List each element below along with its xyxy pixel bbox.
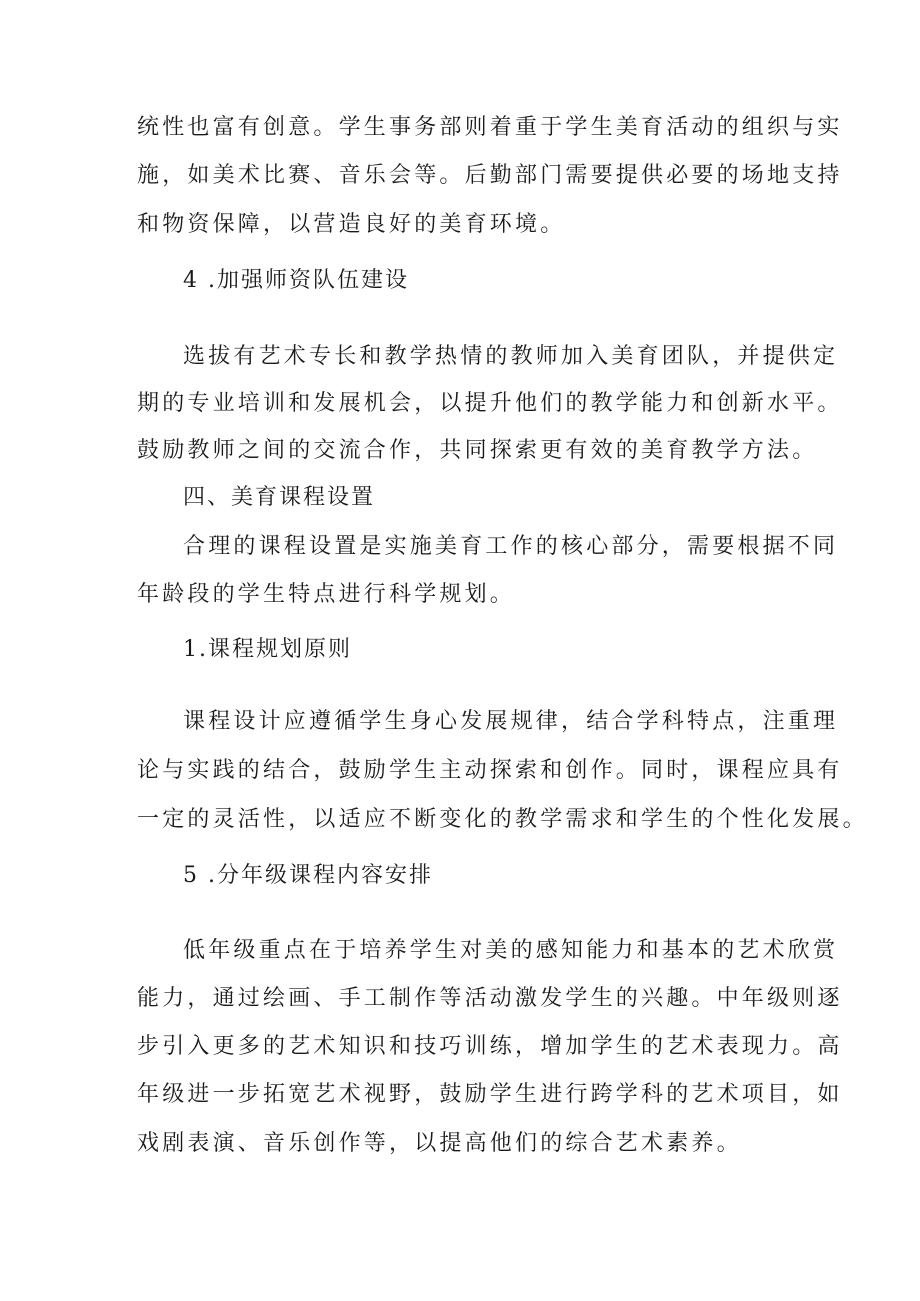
chapter-heading: 四、美育课程设置	[183, 485, 376, 510]
paragraph-line: 戏剧表演、音乐创作等，以提高他们的综合艺术素养。	[137, 1131, 742, 1156]
paragraph-line: 鼓励教师之间的交流合作，共同探索更有效的美育教学方法。	[137, 438, 818, 463]
paragraph-line: 选拔有艺术专长和教学热情的教师加入美育团队，并提供定	[183, 344, 839, 369]
paragraph-line: 年龄段的学生特点进行科学规划。	[137, 582, 516, 607]
paragraph-line: 低年级重点在于培养学生对美的感知能力和基本的艺术欣赏	[183, 938, 839, 963]
paragraph-line: 能力，通过绘画、手工制作等活动激发学生的兴趣。中年级则逐	[137, 986, 843, 1011]
paragraph-line: 期的专业培训和发展机会，以提升他们的教学能力和创新水平。	[137, 391, 843, 416]
section-heading: 4 .加强师资队伍建设	[183, 268, 409, 293]
section-heading: 1.课程规划原则	[183, 637, 352, 662]
paragraph-line: 和物资保障，以营造良好的美育环境。	[137, 212, 566, 237]
paragraph-line: 合理的课程设置是实施美育工作的核心部分，需要根据不同	[183, 534, 839, 559]
paragraph-line: 论与实践的结合，鼓励学生主动探索和创作。同时，课程应具有	[137, 758, 843, 783]
paragraph-line: 步引入更多的艺术知识和技巧训练，增加学生的艺术表现力。高	[137, 1034, 843, 1059]
paragraph-line: 施，如美术比赛、音乐会等。后勤部门需要提供必要的场地支持	[137, 163, 843, 188]
paragraph-line: 课程设计应遵循学生身心发展规律，结合学科特点，注重理	[183, 709, 839, 734]
paragraph-line: 年级进一步拓宽艺术视野，鼓励学生进行跨学科的艺术项目，如	[137, 1082, 843, 1107]
paragraph-line: 一定的灵活性，以适应不断变化的教学需求和学生的个性化发展。	[137, 807, 868, 832]
paragraph-line: 统性也富有创意。学生事务部则着重于学生美育活动的组织与实	[137, 115, 843, 140]
section-heading: 5 .分年级课程内容安排	[183, 863, 433, 888]
